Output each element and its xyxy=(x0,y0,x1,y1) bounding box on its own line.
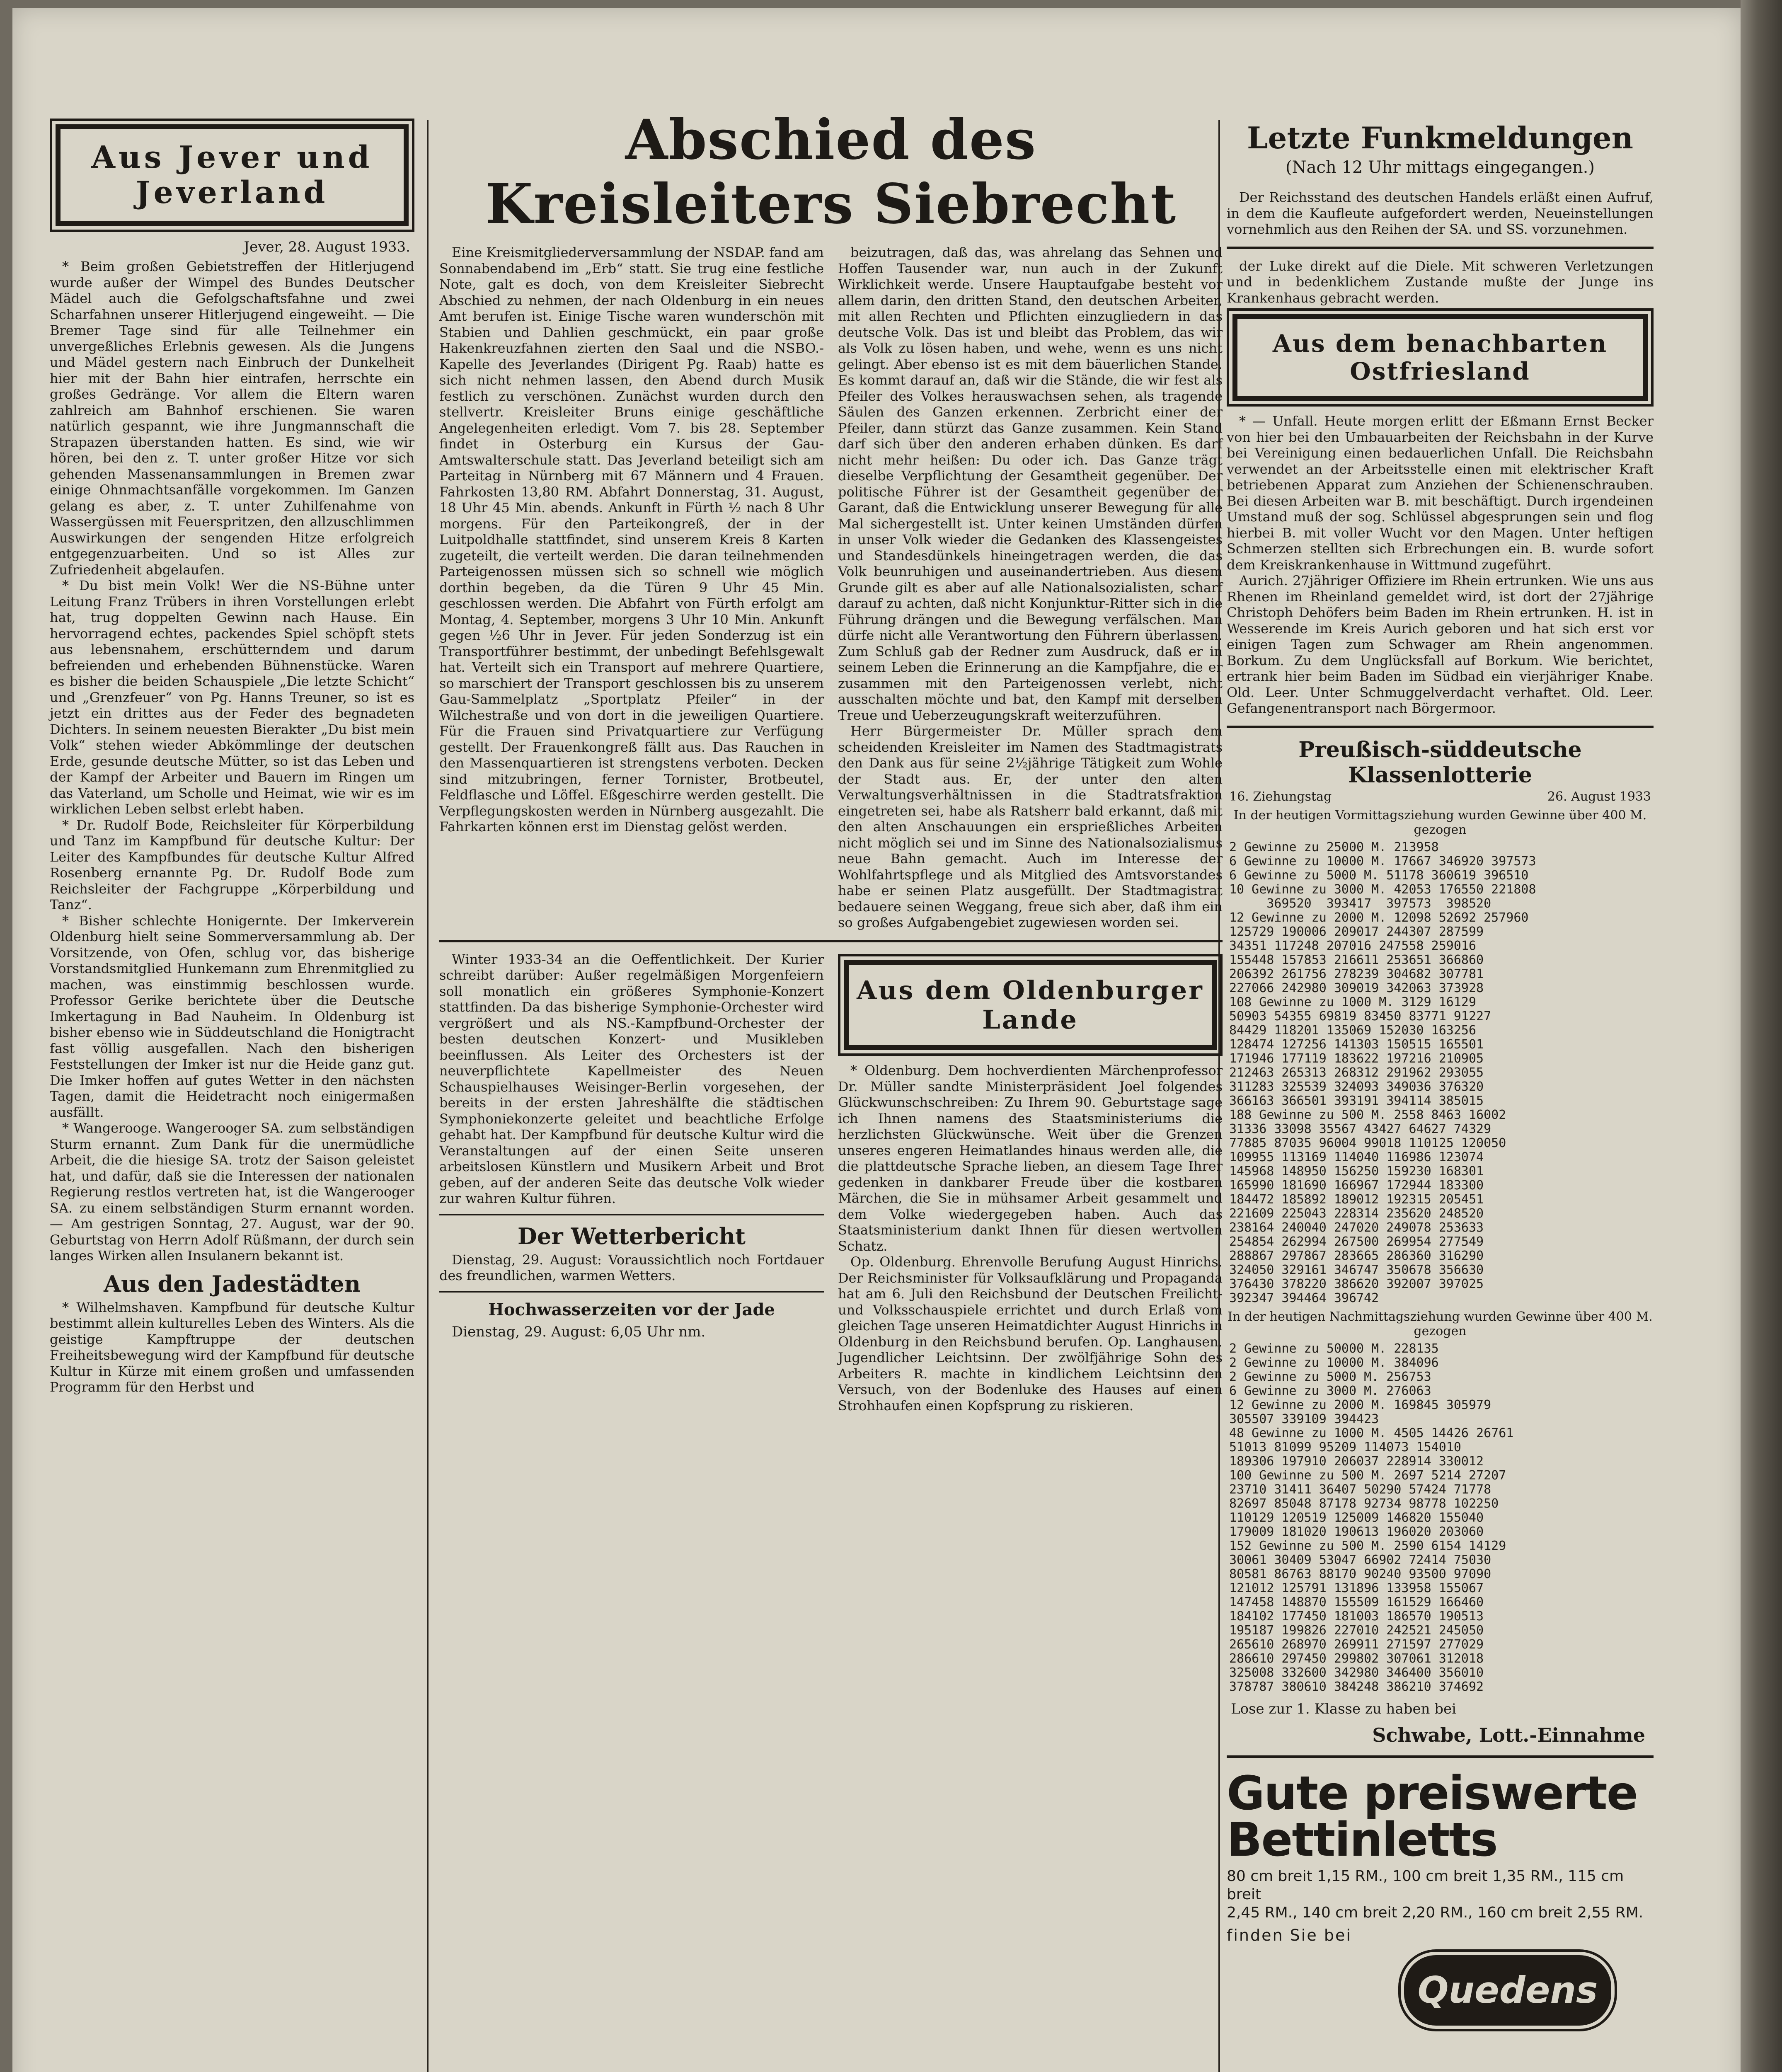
article-siebrecht-left: Eine Kreismitgliederversammlung der NSDAP. fand am Sonnabendabend im „Erb“ statt. Sie trug eine festliche Note, galt es doch, von dem Kreisleiter Siebrecht Abschied zu nehmen, der nach Oldenburg in ein neues Amt berufen ist. Einige Tische waren wunderschön mit Stabien und Dahlien geschmückt, ein paar große Hakenkreuzfahnen zierten den Saal und die NSBO.-Kapelle des Jeverlandes (Dirigent Pg. Raab) hatte es sich nicht nehmen lassen, den Abend durch Musik festlich zu verschönen. Zunächst wurden durch den stellvertr. Kreisleiter Bruns einige geschäftliche Angelegenheiten erledigt. Vom 7. bis 28. September findet in Osterburg ein Kursus der Gau-Amtswalterschule statt. Das Jeverland beteiligt sich am Parteitag in Nürnberg mit 67 Männern und 4 Frauen. Fahrkosten 13,80 RM. Abfahrt Donnerstag, 31. August, 18 Uhr 45 Min. abends. Ankunft in Fürth ½ nach 8 Uhr morgens. Für den Parteikongreß, der in der Luitpoldhalle stattfindet, sind unserem Kreis 8 Karten zugeteilt, die verteilt werden. Die daran teilnehmenden Parteigenossen müssen sich so schnell wie möglich dorthin begeben, da die Türen 9 Uhr 45 Min. geschlossen werden. Die Abfahrt von Fürth erfolgt am Montag, 4. September, morgens 3 Uhr 10 Min. Ankunft gegen ½6 Uhr in Jever. Für jeden Sonderzug ist ein Transportführer bestimmt, der unbedingt Befehlsgewalt hat. Verteilt sich ein Transport auf mehrere Quartiere, so marschiert der Transport geschlossen bis zu unserem Gau-Sammelplatz „Sportplatz Pfeiler“ in der Wilchestraße und von dort in die jeweiligen Quartiere. Für die Frauen sind Privatquartiere zur Verfügung gestellt. Der Frauenkongreß fällt aus. Das Rauchen in den Massenquartieren ist strengstens verboten. Decken sind mitzubringen, ferner Tornister, Brotbeutel, Feldflasche und Löffel. Eßgeschirre werden gestellt. Die Verpflegungskosten werden in Nürnberg ausgezahlt. Die Fahrkarten können erst im Dienstag gelöst werden. xyxy=(439,244,824,835)
weather-head: Der Wetterbericht xyxy=(518,1222,746,1249)
lottery-row: 84429 118201 135069 152030 163256 xyxy=(1229,1023,1477,1038)
column-rule-1 xyxy=(427,120,429,2072)
weather-text: Dienstag, 29. August: Voraussichtlich noch Fortdauer des freundlichen, warmen Wetters. xyxy=(439,1251,824,1283)
article-siebrecht-right: beizutragen, daß das, was ahrelang das Sehnen und Hoffen Tausender war, nun auch in der Zukunft Wirklichkeit werde. Unsere Hauptaufgabe besteht vor allem darin, den dritten Stand, den deutschen Arbeiter, mit allen Rechten und Pflichten einzugliedern in das deutsche Volk. Das ist und bleibt das Problem, das wir als Volk zu lösen haben, und wehe, wenn es uns nicht gelingt. Aber ebenso ist es mit dem bäuerlichen Stande. Es kommt darauf an, daß wir die Stände, die wir fest als Pfeiler des Volkes herauswachsen sehen, als tragende Säulen des Ganzen erkennen. Zerbricht einer der Pfeiler, dann stürzt das Ganze zusammen. Kein Stand darf sich über den anderen erhaben dünken. Es darf nicht mehr heißen: Du oder ich. Das Ganze trägt dieselbe Verpflichtung der Gesamtheit gegenüber. Der politische Führer ist der Gesamtheit gegenüber der Garant, daß die Entwicklung unserer Bewegung für alle Mal sichergestellt ist. Unter keinen Umständen dürfen in unser Volk wieder die Gedanken des Klassengeistes und Standesdünkels hineingetragen werden, die das Volk beunruhigen und auseinandertrieben. Aus diesem Grunde gilt es aber auf alle Nationalsozialisten, scharf darauf zu achten, daß nicht Konjunktur-Ritter sich in die Führung drängen und die Bewegung verfälschen. Man dürfe nicht alle Verantwortung den Führern überlassen. Zum Schluß gab der Redner zum Ausdruck, daß er in seinem Leben die Erinnerung an die Kampfjahre, die er zusammen mit den Parteigenossen verlebt, nicht ausschalten möchte und bat, den Kampf mit derselben Treue und Ueberzeugungskraft weiterzuführen. xyxy=(838,244,1223,723)
lottery-row: 125729 190006 209017 244307 287599 xyxy=(1229,924,1484,939)
quedens-logo: Quedens xyxy=(1401,1952,1615,2029)
lottery-row: 50903 54355 69819 83450 83771 91227 xyxy=(1229,1009,1491,1024)
lottery-row: 184472 185892 189012 192315 205451 xyxy=(1229,1192,1484,1207)
lottery-row: 30061 30409 53047 66902 72414 75030 xyxy=(1229,1552,1491,1567)
section-head-oldenburg: Aus dem Oldenburger Lande xyxy=(844,960,1217,1051)
lottery-row: 100 Gewinne zu 500 M. 2697 5214 27207 xyxy=(1229,1468,1506,1483)
column-middle xyxy=(439,108,1223,1414)
lottery-row: 324050 329161 346747 350678 356630 xyxy=(1229,1262,1484,1277)
article-hitlerjugend: * Beim großen Gebietstreffen der Hitlerjugend wurde außer der Wimpel des Bundes Deutscher Mädel auch die Gefolgschaftsfahne und zwei Scharfahnen unserer Hitlerjugend eingeweiht. — Die Bremer Tage sind für alle Teilnehmer ein unvergeßliches Erlebnis gewesen. Als die Jungens und Mädel gestern nach Einbruch der Dunkelheit hier mit der Bahn hier eintrafen, herrschte ein großes Gedränge. Vor allem die Eltern waren zahlreich am Bahnhof erschienen. Sie waren natürlich gespannt, wie ihre Jungmannschaft die Strapazen überstanden hatten. Es sind, wie wir hören, bei den z. T. unter großer Hitze vor sich gehenden Massenansammlungen in Bremen zwar einige Ohnmachtsanfälle vorgekommen. Im Ganzen gelang es aber, z. T. unter Zuhilfenahme von Wassergüssen mit Feuerspritzen, den allzuschlimmen Auswirkungen der sengenden Hitze erfolgreich entgegenzuarbeiten. Und so ist Alles zur Zufriedenheit abgelaufen. xyxy=(50,259,414,578)
article-siebrecht-body xyxy=(439,244,1223,931)
lottery-row: 189306 197910 206037 228914 330012 xyxy=(1229,1454,1484,1469)
lottery-row: 6 Gewinne zu 5000 M. 51178 360619 396510 xyxy=(1229,868,1529,883)
divider xyxy=(439,1214,824,1215)
lottery-row: 51013 81099 95209 114073 154010 xyxy=(1229,1440,1461,1455)
lottery-sign: Schwabe, Lott.-Einnahme xyxy=(1372,1723,1645,1746)
lottery-table-afternoon xyxy=(1229,1342,1651,1694)
article-oldenburg-hinrichs: Op. Oldenburg. Ehrenvolle Berufung August Hinrichs. Der Reichsminister für Volksaufklärung und Propaganda hat am 6. Juli den Reichsbund der Deutschen Freilicht- und Volksschauspiele errichtet und durch Erlaß vom gleichen Tage unseren Heimatdichter August Hinrichs in Oldenburg in den Reichsbund berufen. Op. Langhausen. Jugendlicher Leichtsinn. Der zwölfjährige Sohn des Arbeiters R. machte in kindlichem Leichtsinn den Versuch, von der Bodenluke des Hauses auf einen Strohhaufen einen Kopfsprung zu riskieren. xyxy=(838,1254,1223,1414)
article-kampfbund-winter: Winter 1933-34 an die Oeffentlichkeit. Der Kurier schreibt darüber: Außer regelmäßigen Morgenfeiern soll monatlich ein größeres Symphonie-Konzert stattfinden. Da das bisherige Symphonie-Orchester wird vergrößert und als NS.-Kampfbund-Orchester der besten deutschen Konzert- und Musikleben beeinflussen. Als Leiter des Orchesters ist der neuverpflichtete Kapellmeister des Neuen Schauspielhauses Weisinger-Berlin vorgesehen, der bereits in der ersten Jahreshälfte die städtischen Symphoniekonzerte geleitet und beachtliche Erfolge gehabt hat. Der Kampfbund für deutsche Kultur wird die Veranstaltungen auf der einen Seite unseren arbeitslosen Künstlern und Musikern Arbeit und Brot geben, auf der anderen Seite das deutsche Volk wieder zur wahren Kultur führen. xyxy=(439,951,824,1206)
funk-text-2: der Luke direkt auf die Diele. Mit schweren Verletzungen und in bedenklichem Zustande mußte der Junge ins Krankenhaus gebracht werden. xyxy=(1227,258,1654,306)
article-volk: * Du bist mein Volk! Wer die NS-Bühne unter Leitung Franz Trübers in ihren Vorstellungen erlebt hat, trug doppelten Gewinn nach Hause. Ein hervorragend echtes, packendes Spiel schöpft stets aus lebensnahem, erschütterndem und darum befreienden und erhebenden Bühnenstücke. Waren es bisher die beiden Schauspiele „Die letzte Schicht“ und „Grenzfeuer“ von Pg. Hanns Treuner, so ist es jetzt ein drittes aus der Feder des begnadeten Dichters. In seinem neuesten Bierakter „Du bist mein Volk“ stehen wieder Abkömmlinge der deutschen Erde, gesunde deutsche Mütter, so ist das Leben und der Kampf der Arbeiter und Bauern im Ringen um das Vaterland, um Scholle und Heimat, wie wir es im wirklichen Leben selbst erlebt haben. xyxy=(50,578,414,817)
section-head-ostfriesland: Aus dem benachbarten Ostfriesland xyxy=(1232,314,1648,401)
lottery-row: 121012 125791 131896 133958 155067 xyxy=(1229,1581,1484,1595)
lottery-meta xyxy=(1229,789,1651,804)
lottery-row: 12 Gewinne zu 2000 M. 169845 305979 xyxy=(1229,1397,1491,1412)
lottery-date: 26. August 1933 xyxy=(1547,789,1651,804)
lottery-row: 109955 113169 114040 116986 123074 xyxy=(1229,1150,1484,1164)
ad-price-1: 80 cm breit 1,15 RM., 100 cm breit 1,35 RM., 115 cm breit xyxy=(1227,1867,1624,1903)
divider xyxy=(439,940,1223,942)
lottery-row: 227066 242980 309019 342063 373928 xyxy=(1229,980,1484,995)
lottery-row: 6 Gewinne zu 3000 M. 276063 xyxy=(1229,1383,1431,1398)
divider xyxy=(1227,247,1654,249)
lottery-row: 325008 332600 342980 346400 356010 xyxy=(1229,1665,1484,1680)
lottery-row: 2 Gewinne zu 10000 M. 384096 xyxy=(1229,1355,1439,1370)
lottery-row: 145968 148950 156250 159230 168301 xyxy=(1229,1164,1484,1179)
article-bode: * Dr. Rudolf Bode, Reichsleiter für Körperbildung und Tanz im Kampfbund für deutsche Kultur: Der Leiter des Kampfbundes für deutsche Kultur Alfred Rosenberg ernannte Pg. Dr. Rudolf Bode zum Reichsleiter der Fachgruppe „Körperbildung und Tanz“. xyxy=(50,817,414,913)
funk-sub: (Nach 12 Uhr mittags eingegangen.) xyxy=(1286,158,1595,177)
lottery-row: 179009 181020 190613 196020 203060 xyxy=(1229,1524,1484,1539)
ad-title: Gute preiswerte Bettinletts xyxy=(1227,1766,1637,1867)
lottery-row: 206392 261756 278239 304682 307781 xyxy=(1229,966,1484,981)
ad-find: finden Sie bei xyxy=(1227,1926,1352,1944)
headline-siebrecht: Abschied des Kreisleiters Siebrecht xyxy=(485,108,1177,236)
lottery-row: 212463 265313 268312 291962 293055 xyxy=(1229,1065,1484,1080)
lower-middle xyxy=(439,951,1223,1414)
lottery-section-morning: In der heutigen Vormittagsziehung wurden Gewinne über 400 M. gezogen xyxy=(1233,808,1647,837)
lottery-row: 80581 86763 88170 90240 93500 97090 xyxy=(1229,1566,1491,1581)
lottery-row: 369520 393417 397573 398520 xyxy=(1229,896,1491,911)
lottery-row: 128474 127256 141303 150515 165501 xyxy=(1229,1037,1484,1052)
divider xyxy=(1227,1755,1654,1758)
article-aurich: Aurich. 27jähriger Offiziere im Rhein ertrunken. Wie uns aus Rhenen im Rheinland gemeldet wird, ist dort der 27jährige Christoph Dehöfers beim Baden im Rhein ertrunken. H. ist in Wesserende im Kreis Aurich geboren und hat sich erst vor einigen Tagen zum Schwager am Rhein angenommen. Borkum. Zu dem Unglücksfall auf Borkum. Wie berichtet, ertrank hier beim Baden im Südbad ein vierjähriger Knabe. Old. Leer. Unter Schmuggelverdacht verhaftet. Old. Leer. Gefangenentransport nach Börgermoor. xyxy=(1227,573,1654,716)
lottery-row: 366163 366501 393191 394114 385015 xyxy=(1229,1093,1484,1108)
lottery-draw: 16. Ziehungstag xyxy=(1229,789,1332,804)
lottery-row: 188 Gewinne zu 500 M. 2558 8463 16002 xyxy=(1229,1107,1506,1122)
lottery-section-afternoon: In der heutigen Nachmittagsziehung wurden Gewinne über 400 M. gezogen xyxy=(1228,1309,1653,1339)
lottery-row: 165990 181690 166967 172944 183300 xyxy=(1229,1178,1484,1193)
lottery-title: Preußisch-süddeutsche Klassenlotterie xyxy=(1298,737,1582,788)
lottery-row: 10 Gewinne zu 3000 M. 42053 176550 221808 xyxy=(1229,882,1536,897)
tide-text: Dienstag, 29. August: 6,05 Uhr nm. xyxy=(452,1323,706,1340)
lottery-row: 2 Gewinne zu 5000 M. 256753 xyxy=(1229,1369,1431,1384)
lottery-row: 305507 339109 394423 xyxy=(1229,1411,1379,1426)
lottery-row: 31336 33098 35567 43427 64627 74329 xyxy=(1229,1121,1491,1136)
article-oldenburg-mueller: * Oldenburg. Dem hochverdienten Märchenprofessor Dr. Müller sandte Ministerpräsident Joel folgendes Glückwunschschreiben: Zu Ihrem 90. Geburtstage sage ich Ihnen namens des Staatsministeriums die herzlichsten Glückwünsche. Weit über die Grenzen unseres engeren Heimatlandes hinaus werden alle, die die plattdeutsche Sprache lieben, an diesem Tage Ihrer gedenken in dankbarer Freude über die kostbaren Märchen, die Sie in mühsamer Arbeit gesammelt und dem Volke wiedergegeben haben. Auch das Staatsministerium dankt Ihnen für diesen wertvollen Schatz. xyxy=(838,1063,1223,1254)
book-binding-edge xyxy=(1741,0,1782,2072)
lottery-row: 155448 157853 216611 253651 366860 xyxy=(1229,952,1484,967)
article-wilhelmshaven: * Wilhelmshaven. Kampfbund für deutsche Kultur bestimmt allein kulturelles Leben des Winters. Als die geistige Kampftruppe der deutschen Freiheitsbewegung wird der Kampfbund für deutsche Kultur in Kürze mit einem großen und umfassenden Programm für den Herbst und xyxy=(50,1299,414,1395)
lottery-row: 392347 394464 396742 xyxy=(1229,1290,1379,1305)
section-head-jever: Aus Jever und Jeverland xyxy=(56,124,409,226)
lottery-row: 77885 87035 96004 99018 110125 120050 xyxy=(1229,1135,1506,1150)
section-head-jadestaedte: Aus den Jadestädten xyxy=(104,1270,361,1297)
column-right xyxy=(1227,116,1654,2029)
lottery-row: 48 Gewinne zu 1000 M. 4505 14426 26761 xyxy=(1229,1426,1514,1440)
lottery-row: 110129 120519 125009 146820 155040 xyxy=(1229,1510,1484,1525)
lottery-foot: Lose zur 1. Klasse zu haben bei xyxy=(1231,1700,1457,1717)
lottery-row: 23710 31411 36407 50290 57424 71778 xyxy=(1229,1482,1491,1497)
lottery-row: 147458 148870 155509 161529 166460 xyxy=(1229,1595,1484,1610)
lottery-row: 171946 177119 183622 197216 210905 xyxy=(1229,1051,1484,1066)
lottery-row: 195187 199826 227010 242521 245050 xyxy=(1229,1623,1484,1638)
tide-head: Hochwasserzeiten vor der Jade xyxy=(488,1300,775,1319)
lottery-row: 108 Gewinne zu 1000 M. 3129 16129 xyxy=(1229,995,1477,1009)
article-unfall: * — Unfall. Heute morgen erlitt der Eßmann Ernst Becker von hier bei den Umbauarbeiten der Reichsbahn in der Kurve bei Vereinigung einen bedauerlichen Unfall. Die Reichsbahn verwendet an der Arbeitsstelle einen mit elektrischer Kraft betriebenen Apparat zum Anziehen der Schienenschrauben. Bei diesen Arbeiten war B. mit beschäftigt. Durch irgendeinen Umstand muß der sog. Schlüssel abgesprungen sein und flog hierbei B. mit voller Wucht vor den Magen. Unter heftigen Schmerzen stellten sich Erbrechungen ein. B. wurde sofort dem Kreiskrankenhause in Wittmund zugeführt. xyxy=(1227,413,1654,573)
lottery-row: 12 Gewinne zu 2000 M. 12098 52692 257960 xyxy=(1229,910,1529,925)
lottery-row: 184102 177450 181003 186570 190513 xyxy=(1229,1609,1484,1624)
lottery-row: 238164 240040 247020 249078 253633 xyxy=(1229,1220,1484,1235)
lottery-row: 34351 117248 207016 247558 259016 xyxy=(1229,938,1477,953)
lottery-table-morning xyxy=(1229,840,1651,1305)
lottery-row: 221609 225043 228314 235620 248520 xyxy=(1229,1206,1484,1221)
lottery-row: 265610 268970 269911 271597 277029 xyxy=(1229,1637,1484,1652)
lottery-row: 254854 262994 267500 269954 277549 xyxy=(1229,1234,1484,1249)
dateline: Jever, 28. August 1933. xyxy=(244,239,410,256)
lottery-row: 152 Gewinne zu 500 M. 2590 6154 14129 xyxy=(1229,1538,1506,1553)
divider xyxy=(439,1291,824,1293)
lottery-row: 2 Gewinne zu 25000 M. 213958 xyxy=(1229,840,1439,854)
ad-price-2: 2,45 RM., 140 cm breit 2,20 RM., 160 cm breit 2,55 RM. xyxy=(1227,1904,1644,1921)
lottery-row: 311283 325539 324093 349036 376320 xyxy=(1229,1079,1484,1094)
lottery-row: 82697 85048 87178 92734 98778 102250 xyxy=(1229,1496,1499,1511)
lottery-row: 6 Gewinne zu 10000 M. 17667 346920 397573 xyxy=(1229,854,1536,869)
lottery-row: 376430 378220 386620 392007 397025 xyxy=(1229,1276,1484,1291)
lottery-row: 286610 297450 299802 307061 312018 xyxy=(1229,1651,1484,1666)
article-siebrecht-mueller: Herr Bürgermeister Dr. Müller sprach dem scheidenden Kreisleiter im Namen des Stadtmagistrats den Dank aus für seine 2½jährige Tätigkeit zum Wohle der Stadt aus. Er, der unter den alten Verwaltungsverhältnissen in die Stadtratsfraktion eingetreten sei, habe als Ratsherr bald erkannt, daß mit den alten Anschauungen ein ersprießliches Arbeiten nicht möglich sei und im Sinne des Nationalsozialismus neue Bahn gemacht. Auch im Interesse der Wohlfahrtspflege und als Mitglied des Amtsvorstandes habe er seinen Platz ausgefüllt. Der Stadtmagistrat bedauere seinen Weggang, freue sich aber, daß ihm ein so großes Aufgabengebiet zugewiesen worden sei. xyxy=(838,723,1223,930)
article-honigernte: * Bisher schlechte Honigernte. Der Imkerverein Oldenburg hielt seine Sommerversammlung ab. Der Vorsitzende, von Ofen, schlug vor, das bisherige Vorstandsmitglied Hunkemann zum Ehrenmitglied zu machen, was einstimmig beschlossen wurde. Professor Gerike berichtete über die Deutsche Imkertagung in Bad Nauheim. In Oldenburg ist bisher ebenso wie in Süddeutschland die Honigtracht fast völlig ausgefallen. Nach den bisherigen Feststellungen der Imker ist nur die Heide ganz gut. Die Imker hoffen auf gutes Wetter in den nächsten Tagen, damit die Heidetracht noch einigermaßen ausfällt. xyxy=(50,913,414,1120)
lottery-row: 378787 380610 384248 386210 374692 xyxy=(1229,1679,1484,1694)
lottery-row: 288867 297867 283665 286360 316290 xyxy=(1229,1248,1484,1263)
column-left xyxy=(50,116,414,1395)
lottery-row: 2 Gewinne zu 50000 M. 228135 xyxy=(1229,1341,1439,1356)
article-wangerooge: * Wangerooge. Wangerooger SA. zum selbständigen Sturm ernannt. Zum Dank für die unermüdliche Arbeit, die die hiesige SA. trotz der Saison geleistet hat, und dafür, daß sie die Interessen der nationalen Regierung restlos vertreten hat, ist die Wangerooger SA. zu einem selbständigen Sturm ernannt worden. — Am gestrigen Sonntag, 27. August, war der 90. Geburtstag von Herrn Adolf Rüßmann, der durch sein langes Wirken allen Insulanern bekannt ist. xyxy=(50,1120,414,1264)
divider xyxy=(1227,726,1654,728)
funk-head: Letzte Funkmeldungen xyxy=(1247,120,1634,155)
funk-text: Der Reichsstand des deutschen Handels erläßt einen Aufruf, in dem die Kaufleute aufgefordert werden, Neueinstellungen vornehmlich aus den Reihen der SA. und SS. vorzunehmen. xyxy=(1227,189,1654,237)
